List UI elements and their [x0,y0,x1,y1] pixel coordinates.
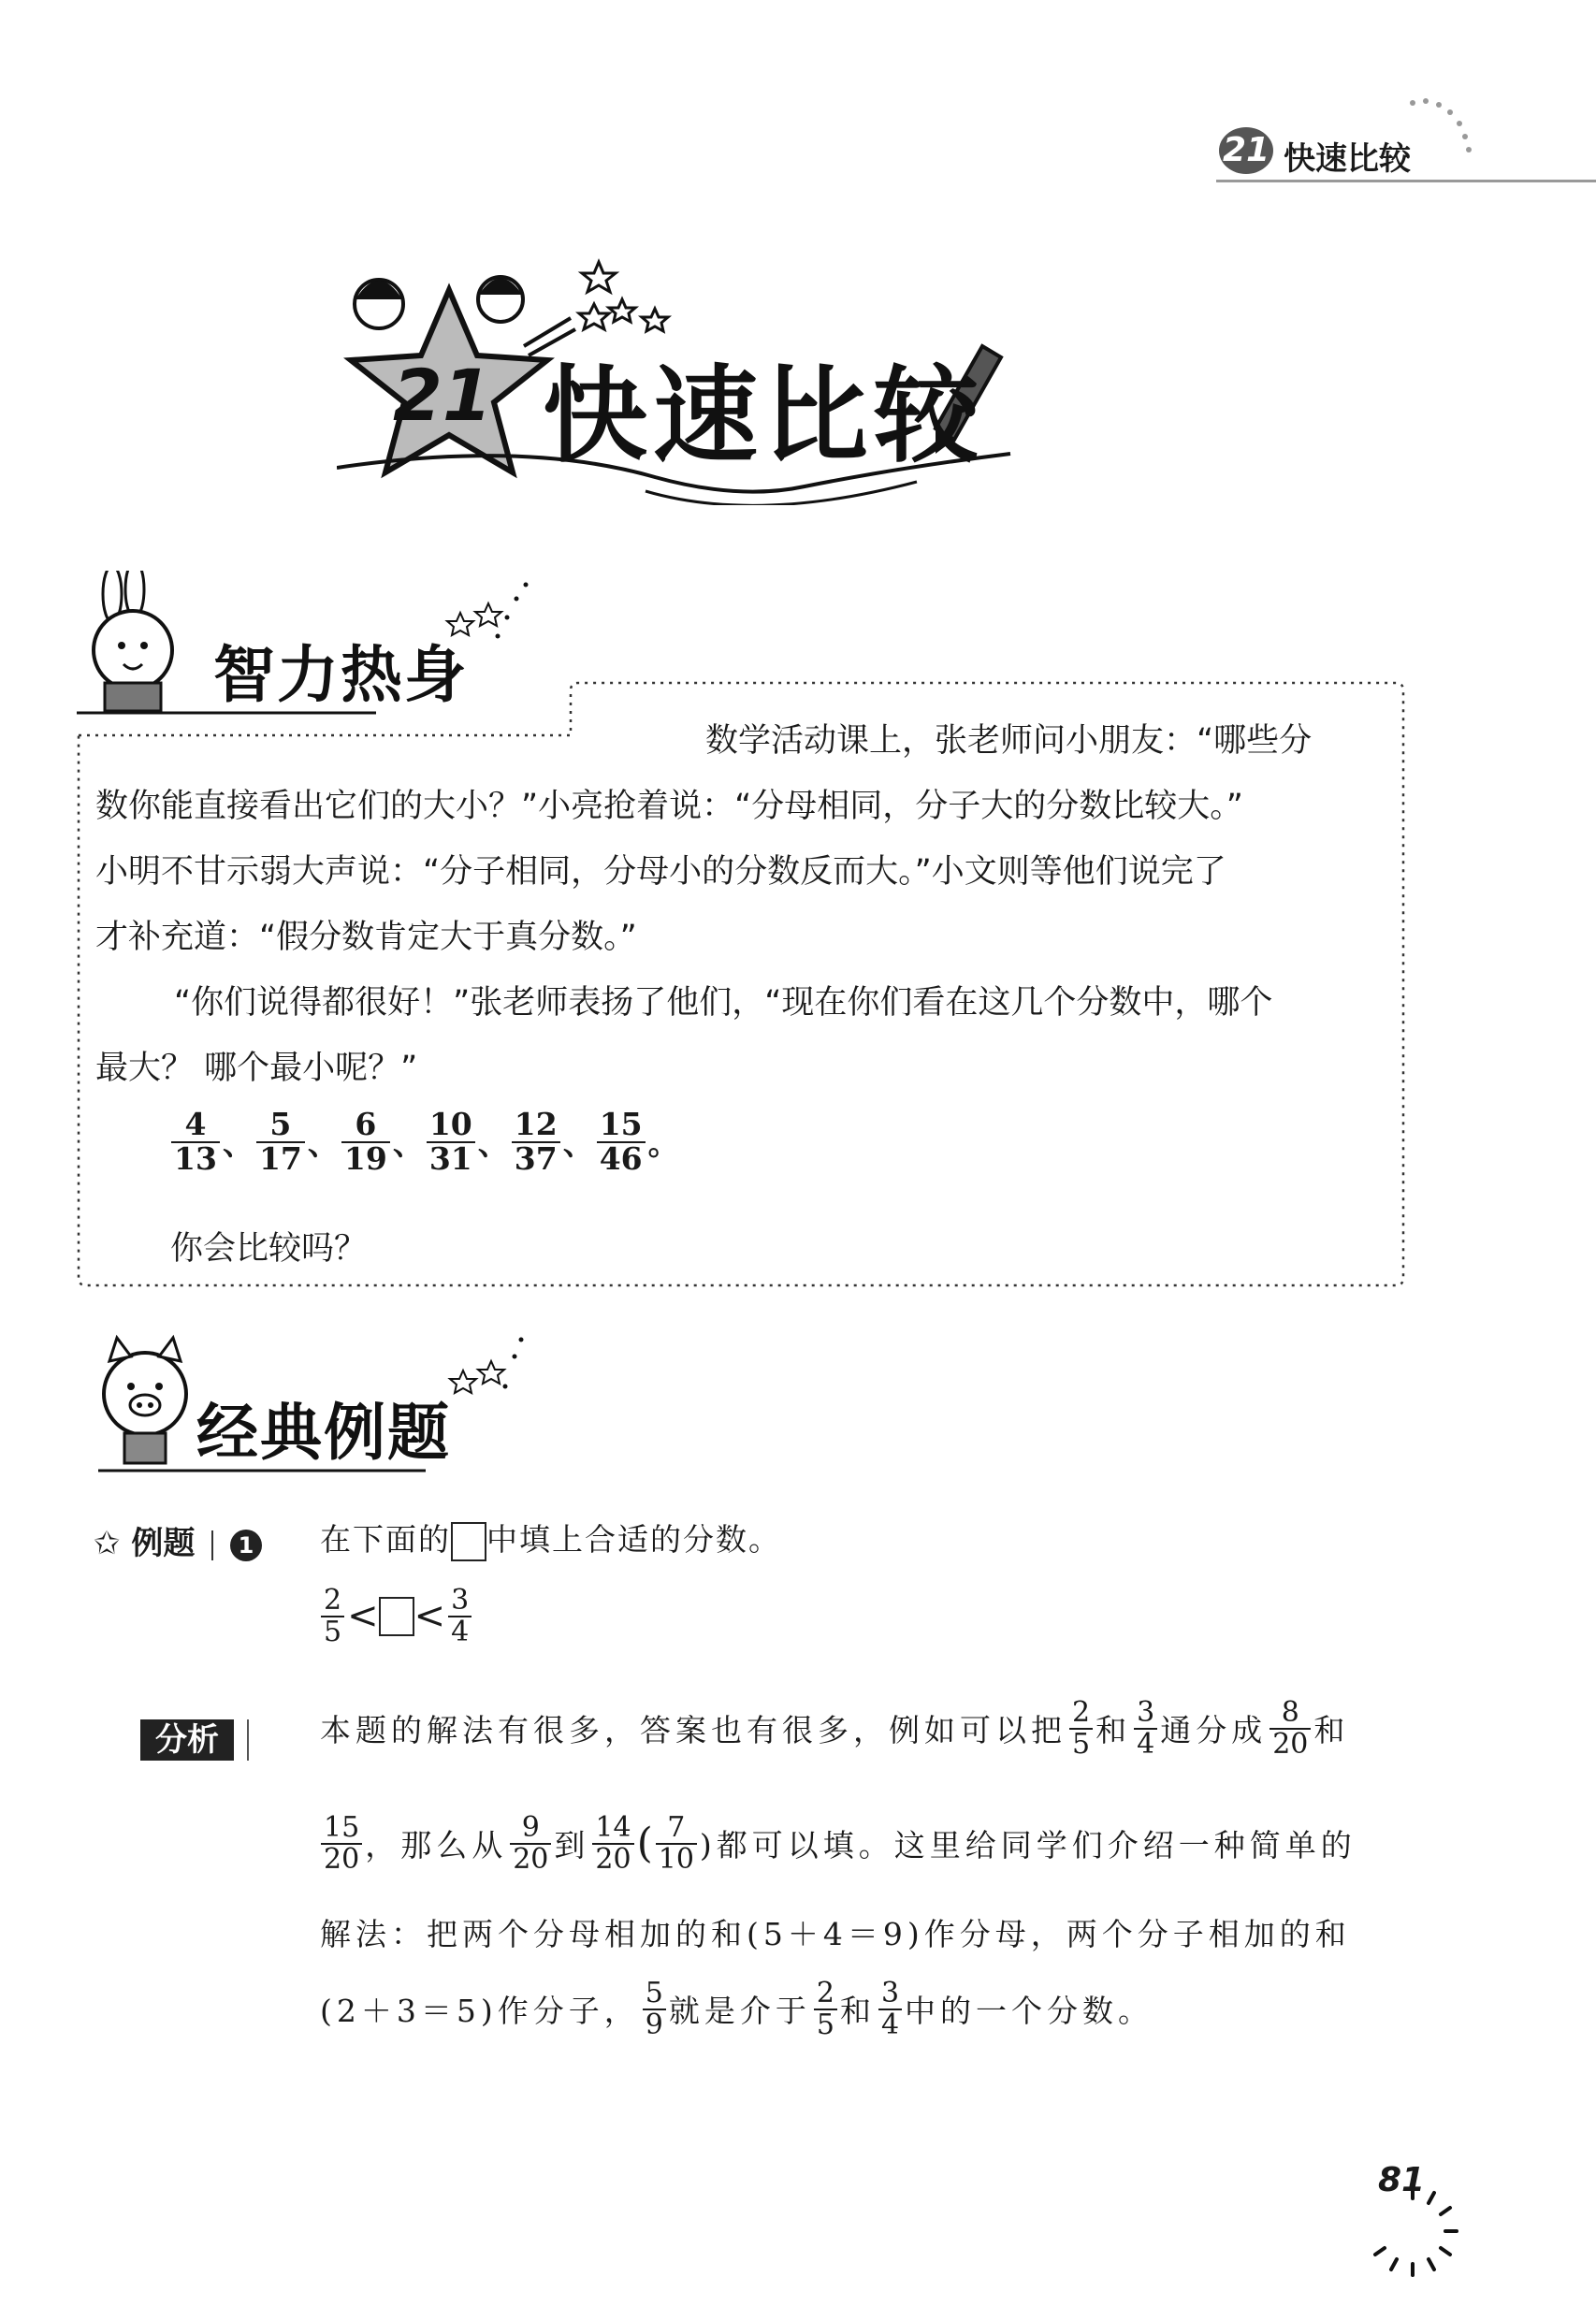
title-number: 21 [393,354,492,437]
fraction: $\frac{5}{17}$ [256,1109,305,1175]
analysis-tag: 分析 [140,1719,234,1761]
warmup-line-3: 小明不甘示弱大声说：“分子相同，分母小的分数反而大。”小文则等他们说完了 [95,853,1226,891]
header-chapter-badge: 21 [1219,127,1273,174]
fraction: $\frac{4}{13}$ [171,1109,220,1175]
warmup-line-5: “你们说得都很好！”张老师表扬了他们，“现在你们看在这几个分数中，哪个 [174,984,1273,1022]
decorative-dots-icon [1403,94,1487,168]
analysis-line-3: 解法：把两个分母相加的和(5＋4＝9)作分母，两个分子相加的和 [320,1916,1351,1952]
fraction: $\frac{6}{19}$ [341,1109,390,1175]
answer-box [451,1522,486,1561]
warmup-line-1: 数学活动课上，张老师问小朋友：“哪些分 [705,722,1313,760]
example-number: 1 [230,1530,262,1561]
answer-box [379,1597,414,1636]
fraction: $\frac{10}{31}$ [427,1109,475,1175]
analysis-divider [247,1719,249,1761]
header-rule [1216,180,1596,182]
example-prompt: 在下面的 中填上合适的分数。 [320,1516,781,1561]
example-inequality: $\frac{2}{5}$ < < $\frac{3}{4}$ [318,1586,474,1646]
page-title: 快速比较 [543,355,984,477]
analysis-line-1: 本题的解法有很多，答案也有很多，例如可以把 $\frac{2}{5}$ 和 $\frac{3}{4}$ 通分成 $\frac{8}{20}$ 和 [320,1696,1350,1761]
warmup-line-6: 最大？ 哪个最小呢？” [95,1050,418,1087]
warmup-question: 你会比较吗？ [170,1230,368,1268]
fraction: $\frac{12}{37}$ [512,1109,560,1175]
star-icon: ✩ [94,1525,121,1562]
analysis-line-4: (2＋3＝5)作分子， $\frac{5}{9}$ 就是介于 $\frac{2}{5}$ 和 $\frac{3}{4}$ 中的一个分数。 [320,1977,1154,2041]
fraction: $\frac{15}{46}$ [597,1109,646,1175]
warmup-line-4: 才补充道：“假分数肯定大于真分数。” [95,919,637,956]
example-label: ✩ 例题 1 [94,1517,262,1563]
warmup-line-2: 数你能直接看出它们的大小？”小亮抢着说：“分母相同，分子大的分数比较大。” [95,788,1243,825]
warmup-fraction-list: $\frac{4}{13}$ 、 $\frac{5}{17}$ 、 $\frac{6}{19}$ 、 $\frac{10}{31}$ 、 $\frac{12}{37}$ 、 $\frac{15}{46}$ 。 [168,1109,679,1175]
analysis-line-2: $\frac{15}{20}$ ，那么从 $\frac{9}{20}$ 到 $\frac{14}{20}$ ( $\frac{7}{10}$ )都可以填。这里给同学们介绍一种简单的 [318,1813,1357,1874]
page-number: 81 [1378,2161,1426,2199]
header-chapter-title: 快速比较 [1284,140,1411,178]
warmup-heading: 智力热身 [213,639,468,711]
classic-heading: 经典例题 [196,1397,451,1469]
